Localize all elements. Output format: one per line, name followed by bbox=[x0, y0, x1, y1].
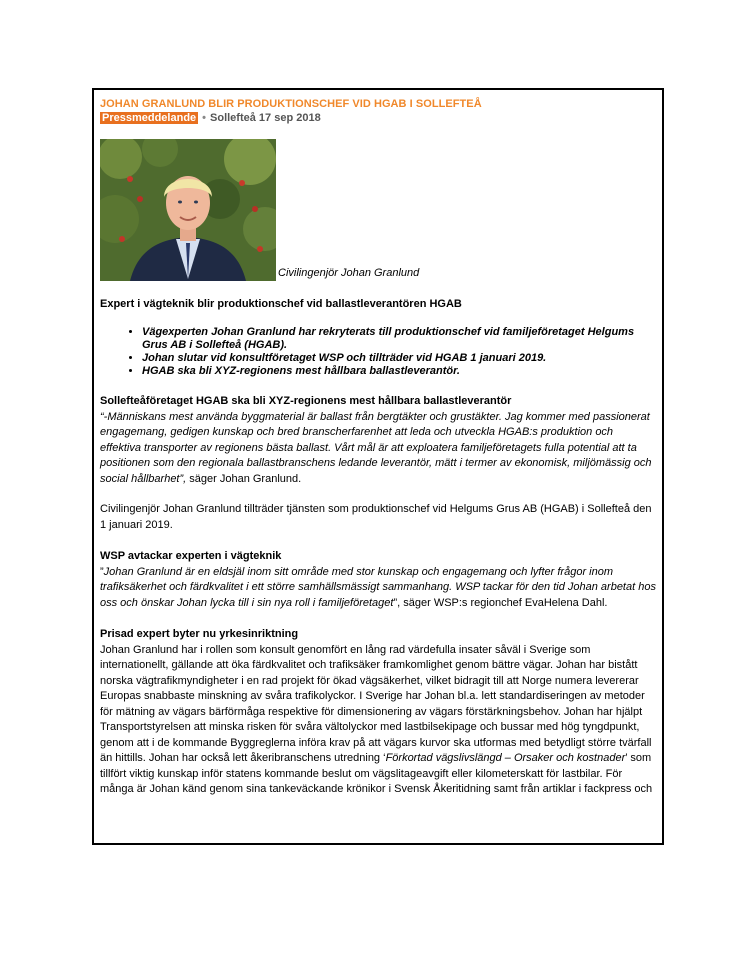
report-title: Förkortad vägslivslängd – Orsaker och kostnader bbox=[385, 752, 626, 764]
paragraph: Civilingenjör Johan Granlund tillträder tjänsten som produktionschef vid Helgums Grus AB (HGAB) i Sollefteå den 1 januari 2019. bbox=[100, 503, 652, 531]
section-expert bbox=[100, 627, 656, 798]
list-item: • Johan slutar vid konsultföretaget WSP och tillträder vid HGAB 1 januari 2019. bbox=[142, 352, 656, 365]
portrait-photo bbox=[100, 139, 276, 281]
quote-paragraph bbox=[100, 565, 656, 612]
press-release-tag: Pressmeddelande bbox=[102, 112, 197, 124]
body-paragraph bbox=[100, 643, 656, 798]
quote-text: Johan Granlund är en eldsjäl inom sitt område med stor kunskap och engagemang och lyfter frågor inom trafiksäkerhet och färdkvalitet i ett större samhällsmässigt sammanhang. WSP tackar för den tid Johan arbetat hos oss och önskar Johan lycka till i sin nya roll i familjeföretaget bbox=[100, 565, 656, 609]
section-heading: Prisad expert byter nu yrkesinriktning bbox=[100, 628, 299, 640]
quote-attribution: ”, säger WSP:s regionchef EvaHelena Dahl. bbox=[393, 596, 608, 609]
section-heading: Sollefteåföretaget HGAB ska bli XYZ-regionens mest hållbara ballastleverantör bbox=[100, 395, 512, 407]
intro-heading: Expert i vägteknik blir produktionschef vid ballastleverantören HGAB bbox=[100, 298, 462, 310]
meta-separator: • bbox=[202, 112, 207, 124]
photo-row bbox=[100, 139, 656, 281]
section-wsp bbox=[100, 549, 656, 611]
open-quote: ” bbox=[100, 565, 104, 578]
section-heading: WSP avtackar experten i vägteknik bbox=[100, 550, 282, 562]
location-date: Sollefteå 17 sep 2018 bbox=[210, 112, 321, 124]
list-item: • HGAB ska bli XYZ-regionens mest hållbara ballastleverantör. bbox=[142, 365, 656, 378]
body-text-continued: ’ som tillfört viktig kunskap inför statens kommande beslut om vägslitageavgift eller kilometerskatt för lastbilar. För många är Johan känd genom sina tankeväckande krönikor i Svensk Åkeritidning samt från artiklar i fackpress och bbox=[100, 752, 653, 795]
press-release-meta bbox=[100, 111, 656, 126]
list-item: • Vägexperten Johan Granlund har rekryterats till produktionschef vid familjeföretaget Helgums Grus AB i Sollefteå (HGAB). bbox=[142, 326, 656, 352]
quote-text: “-Människans mest använda byggmaterial är ballast från bergtäkter och grustäkter. Jag kommer med passionerat engagemang, gedigen kunskap och bred branscherfarenhet att leda och utveckla HGAB:s produktion och effektiva transporter av regionens bästa ballast. Vårt mål är att exploatera familjeföretagets fulla potential att ta positionen som den regionala ballastbranschens ledande leverantör, mätt i termer av ekonomisk, miljömässig och social hållbarhet”, bbox=[100, 410, 652, 485]
press-release-frame bbox=[92, 88, 664, 845]
press-release-title: JOHAN GRANLUND BLIR PRODUKTIONSCHEF VID HGAB I SOLLEFTEÅ bbox=[100, 98, 482, 110]
quote-paragraph bbox=[100, 410, 656, 488]
intro-bullet-list bbox=[100, 326, 656, 378]
body-text: Johan Granlund har i rollen som konsult genomfört en lång rad värdefulla insater såväl i Sverige som internationellt, gällande att öka färdkvalitet och trafiksäker framkomlighet genom bättre vägar. Johan har bistått norska vägtrafikmyndigheter i en rad projekt för ökad vägsäkerhet, vilket bidragit till att Norge numera levererar Europas snabbaste minskning av svåra trafikolyckor. I Sverige har Johan bl.a. lett standardiseringen av metoder för mätning av vägars bärförmåga respektive för dimensionering av vägars förstärkningsbehov. Johan har hjälpt Transportstyrelsen att minska risken för svåra vältolyckor med lastbilsekipage och bussar med hög tyngdpunkt, genom att i de kommande Byggreglerna införa krav på att vägars kurvor ska utformas med betydligt större tvärfall än hittills. Johan har också lett åkeribranschens utredning ‘ bbox=[100, 643, 652, 764]
photo-caption: Civilingenjör Johan Granlund bbox=[278, 267, 420, 279]
section-hgab bbox=[100, 394, 656, 487]
quote-attribution: säger Johan Granlund. bbox=[186, 472, 302, 485]
